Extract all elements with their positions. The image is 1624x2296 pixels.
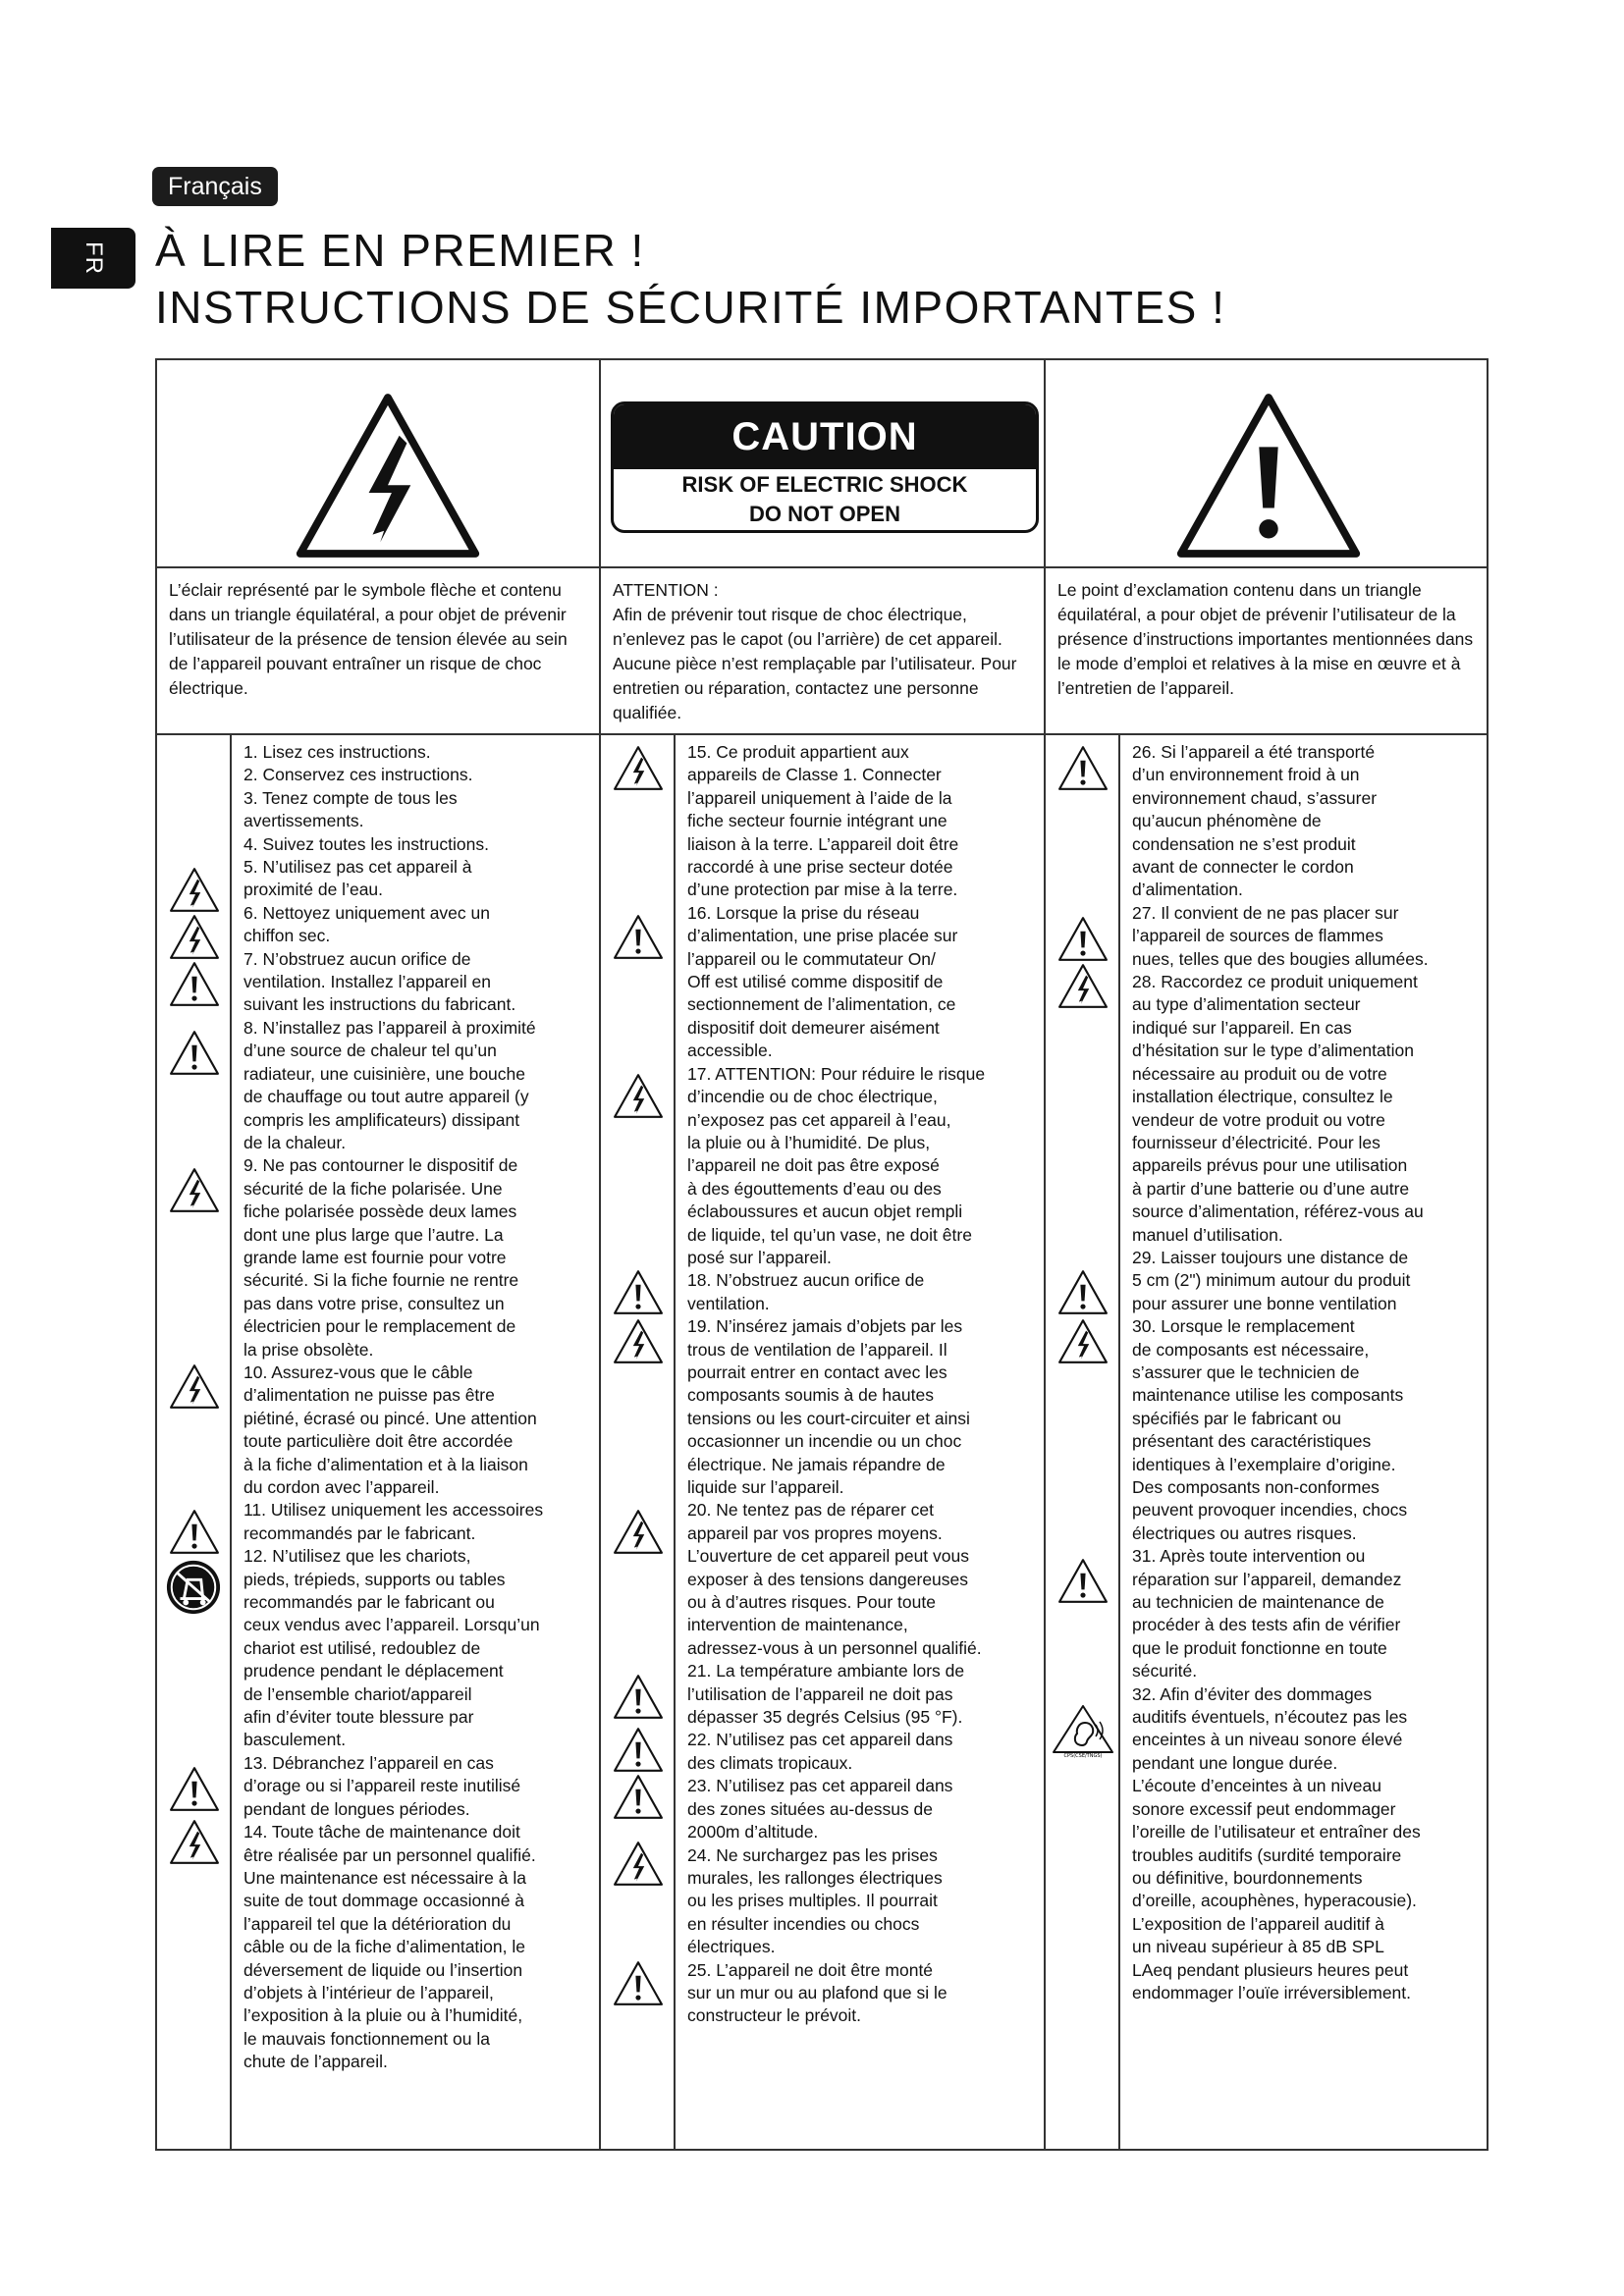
divider — [157, 733, 1487, 735]
cart-tip-over-icon — [165, 1559, 222, 1616]
instruction-item: 28. Raccordez ce produit uniquement au type d’alimentation secteur indiqué sur l’appareil. En cas d’hésitation sur le type d’alimentation nécessaire au produit ou de votre installation électrique, consultez le vendeur de votre produit ou votre fournisseur d’électricité. Pour les appareils prévus pour une utilisation à partir d’une batterie ou d’une autre source d’alimentation, référez-vous au manuel d’utilisation. — [1132, 972, 1424, 1245]
caution-label — [611, 401, 1039, 533]
divider — [157, 566, 1487, 568]
instruction-item: 3. Tenez compte de tous les avertissements. — [244, 787, 458, 831]
instruction-item: 24. Ne surchargez pas les prises murales, les rallonges électriques ou les prises multiples. Il pourrait en résulter incendies ou chocs électriques. — [687, 1844, 943, 1957]
hearing-damage-icon — [1051, 1703, 1115, 1758]
lightning-warning-icon — [613, 1073, 664, 1119]
instruction-item: 32. Afin d’éviter des dommages auditifs éventuels, n’écoutez pas les enceintes à un niveau sonore élevé pendant une longue durée. L’écoute d’enceintes à un niveau sonore excessif peut endommager l’oreille de l’utilisateur et entraîner des troubles auditifs (surdité temporaire ou définitive, bourdonnements d’oreille, acouphènes, hyperacousie). L’exposition de l’appareil auditif à un niveau supérieur à 85 dB SPL LAeq pendant plusieurs heures peut endommager l’ouïe irréversiblement. — [1132, 1683, 1421, 2002]
lightning-warning-icon — [169, 1819, 220, 1865]
exclamation-warning-icon — [613, 1960, 664, 2006]
lightning-warning-icon — [613, 745, 664, 791]
lightning-warning-icon — [293, 390, 483, 561]
instruction-item: 20. Ne tentez pas de réparer cet appareil par vos propres moyens. L’ouverture de cet appareil peut vous exposer à des tensions dangereuses ou à d’autres risques. Pour toute intervention de maintenance, adressez-vous à un personnel qualifié. — [687, 1500, 982, 1658]
exclamation-warning-icon — [613, 1774, 664, 1820]
lightning-warning-icon — [1057, 1318, 1109, 1364]
instruction-item: 12. N’utilisez que les chariots, pieds, trépieds, supports ou tables recommandés par le fabricant ou ceux vendus avec l’appareil. Lorsqu’un chariot est utilisé, redoublez de prudence pendant le déplacement de l’ensemble chariot/appareil afin d’éviter toute blessure par basculement. — [244, 1546, 540, 1750]
lightning-warning-icon — [613, 1509, 664, 1555]
language-badge: Français — [152, 167, 278, 206]
instruction-item: 13. Débranchez l’appareil en cas d’orage ou si l’appareil reste inutilisé pendant de longues périodes. — [244, 1752, 521, 1819]
exclamation-warning-icon — [1057, 916, 1109, 962]
exclamation-warning-icon — [1057, 1558, 1109, 1604]
exclamation-warning-icon — [1173, 390, 1364, 561]
exclamation-warning-icon — [1057, 745, 1109, 791]
instruction-item: 8. N’installez pas l’appareil à proximité d’une source de chaleur tel qu’un radiateur, une cuisinière, une bouche de chauffage ou tout autre appareil (y compris les amplificateurs) dissipant de la chaleur. — [244, 1017, 536, 1152]
language-side-tab — [51, 228, 135, 289]
caution-line-1: RISK OF ELECTRIC SHOCK — [681, 472, 968, 497]
instruction-item: 9. Ne pas contourner le dispositif de sécurité de la fiche polarisée. Une fiche polarisée possède deux lames dont une plus large que l’autre. La grande lame est fournie pour votre sécurité. Si la fiche fournie ne rentre pas dans votre prise, consultez un électricien pour le remplacement de la prise obsolète. — [244, 1155, 519, 1360]
instruction-item: 25. L’appareil ne doit être monté sur un mur ou au plafond que si le constructeur le prévoit. — [687, 1959, 947, 2026]
safety-table — [155, 358, 1489, 2151]
lightning-warning-icon — [169, 914, 220, 960]
divider — [230, 733, 232, 2149]
instruction-item: 2. Conservez ces instructions. — [244, 765, 473, 785]
exclamation-warning-icon — [169, 961, 220, 1007]
instruction-item: 16. Lorsque la prise du réseau d’alimentation, une prise placée sur l’appareil ou le commutateur On/ Off est utilisé comme dispositif de sectionnement de l’alimentation, ce dispositif doit demeurer aisément accessible. — [687, 902, 958, 1061]
lightning-warning-icon — [1057, 963, 1109, 1009]
instruction-item: 30. Lorsque le remplacement de composants est nécessaire, s’assurer que le technicien de maintenance utilise les composants spécifiés par le fabricant ou présentant des caractéristiques identiques à l’exemplaire d’origine. Des composants non-conformes peuvent provoquer incendies, chocs électriques ou autres risques. — [1132, 1316, 1408, 1543]
page-title — [155, 222, 1225, 336]
attention-text: Afin de prévenir tout risque de choc électrique, n’enlevez pas le capot (ou l’arrière) de cet appareil. Aucune pièce n’est remplaçable par l’utilisateur. Pour entretien ou réparation, contactez une personne qualifiée. — [613, 605, 1017, 722]
exclamation-warning-icon — [613, 1674, 664, 1720]
instruction-item: 18. N’obstruez aucun orifice de ventilation. — [687, 1270, 925, 1313]
lightning-warning-icon — [169, 867, 220, 913]
lightning-warning-icon — [169, 1363, 220, 1410]
divider — [599, 733, 601, 2149]
lightning-warning-icon — [613, 1318, 664, 1364]
instructions-column-1 — [244, 741, 595, 2074]
hearing-icon-caption: CPS(CSE/TNGS) — [1063, 1753, 1103, 1758]
lightning-warning-icon — [169, 1167, 220, 1213]
caution-heading: CAUTION — [614, 404, 1036, 469]
exclamation-warning-icon — [613, 1269, 664, 1315]
instruction-item: 21. La température ambiante lors de l’utilisation de l’appareil ne doit pas dépasser 35 degrés Celsius (95 °F). — [687, 1661, 965, 1728]
exclamation-description: Le point d’exclamation contenu dans un triangle équilatéral, a pour objet de prévenir l’utilisateur de la présence d’instructions importantes mentionnées dans le mode d’emploi et relatives à la mise en œuvre et à l’entretien de l’appareil. — [1057, 580, 1474, 698]
instruction-item: 15. Ce produit appartient aux appareils de Classe 1. Connecter l’appareil uniquement à l’aide de la fiche secteur fournie intégrant une liaison à la terre. L’appareil doit être raccordé à une prise secteur dotée d’une protection par mise à la terre. — [687, 742, 959, 900]
instruction-item: 29. Laisser toujours une distance de 5 cm (2") minimum autour du produit pour assurer une bonne ventilation — [1132, 1247, 1411, 1313]
instruction-item: 19. N’insérez jamais d’objets par les trous de ventilation de l’appareil. Il pourrait entrer en contact avec les composants soumis à de hautes tensions ou les court-circuiter et ainsi occasionner un incendie ou un choc électrique. Ne jamais répandre de liquide sur l’appareil. — [687, 1316, 970, 1497]
attention-description — [613, 578, 1033, 725]
instruction-item: 26. Si l’appareil a été transporté d’un environnement froid à un environnement chaud, s’assurer qu’aucun phénomène de condensation ne s’est produit avant de connecter le cordon d’alimentation. — [1132, 742, 1378, 900]
instruction-item: 31. Après toute intervention ou réparation sur l’appareil, demandez au technicien de maintenance de procéder à des tests afin de vérifier que le produit fonctionne en toute sécurité. — [1132, 1546, 1402, 1682]
exclamation-warning-icon — [169, 1030, 220, 1076]
divider — [1118, 733, 1120, 2149]
instruction-item: 1. Lisez ces instructions. — [244, 742, 431, 762]
instruction-item: 27. Il convient de ne pas placer sur l’appareil de sources de flammes nues, telles que des bougies allumées. — [1132, 902, 1429, 969]
instructions-column-3 — [1132, 741, 1486, 2004]
instruction-item: 10. Assurez-vous que le câble d’alimentation ne puisse pas être piétiné, écrasé ou pincé. Une attention toute particulière doit être accordée à la fiche d’alimentation et à la liaison du cordon avec l’appareil. — [244, 1362, 537, 1497]
divider — [674, 733, 676, 2149]
lightning-description: L’éclair représenté par le symbole flèche et contenu dans un triangle équilatéral, a pour objet de prévenir l’utilisateur de la présence de tension élevée au sein de l’appareil pouvant entraîner un risque de choc électrique. — [169, 580, 568, 698]
lightning-warning-icon — [613, 1841, 664, 1887]
instruction-item: 17. ATTENTION: Pour réduire le risque d’incendie ou de choc électrique, n’exposez pas cet appareil à l’eau, la pluie ou à l’humidité. De plus, l’appareil ne doit pas être exposé à des égouttements d’eau ou des éclaboussures et aucun objet rempli de liquide, tel qu’un vase, ne doit être posé sur l’appareil. — [687, 1063, 986, 1267]
instruction-item: 22. N’utilisez pas cet appareil dans des climats tropicaux. — [687, 1730, 953, 1773]
exclamation-warning-icon — [1057, 1269, 1109, 1315]
instructions-column-2 — [687, 741, 1041, 2028]
caution-line-2: DO NOT OPEN — [748, 502, 900, 526]
title-line-1: À LIRE EN PREMIER ! — [155, 225, 645, 276]
exclamation-warning-icon — [169, 1509, 220, 1555]
instruction-item: 7. N’obstruez aucun orifice de ventilation. Installez l’appareil en suivant les instructions du fabricant. — [244, 948, 516, 1015]
exclamation-warning-icon — [613, 1727, 664, 1773]
instruction-item: 6. Nettoyez uniquement avec un chiffon sec. — [244, 902, 490, 946]
exclamation-warning-icon — [613, 914, 664, 960]
divider — [1044, 733, 1046, 2149]
instruction-item: 14. Toute tâche de maintenance doit être réalisée par un personnel qualifié. Une maintenance est nécessaire à la suite de tout dommage occasionné à l’appareil tel que la détérioration du câble ou de la fiche d’alimentation, le déversement de liquide ou l’insertion d’objets à l’intérieur de l’appareil, l’exposition à la pluie ou à l’humidité, le mauvais fonctionnement ou la chute de l’appareil. — [244, 1822, 536, 2072]
instruction-item: 4. Suivez toutes les instructions. — [244, 833, 489, 854]
exclamation-warning-icon — [169, 1766, 220, 1812]
attention-label: ATTENTION : — [613, 580, 719, 600]
title-line-2: INSTRUCTIONS DE SÉCURITÉ IMPORTANTES ! — [155, 282, 1226, 333]
side-tab-label: FR — [81, 241, 107, 275]
instruction-item: 11. Utilisez uniquement les accessoires recommandés par le fabricant. — [244, 1500, 544, 1543]
instruction-item: 23. N’utilisez pas cet appareil dans des zones situées au-dessus de 2000m d’altitude. — [687, 1776, 953, 1842]
divider — [1044, 360, 1046, 733]
divider — [599, 360, 601, 733]
instruction-item: 5. N’utilisez pas cet appareil à proximité de l’eau. — [244, 857, 472, 900]
